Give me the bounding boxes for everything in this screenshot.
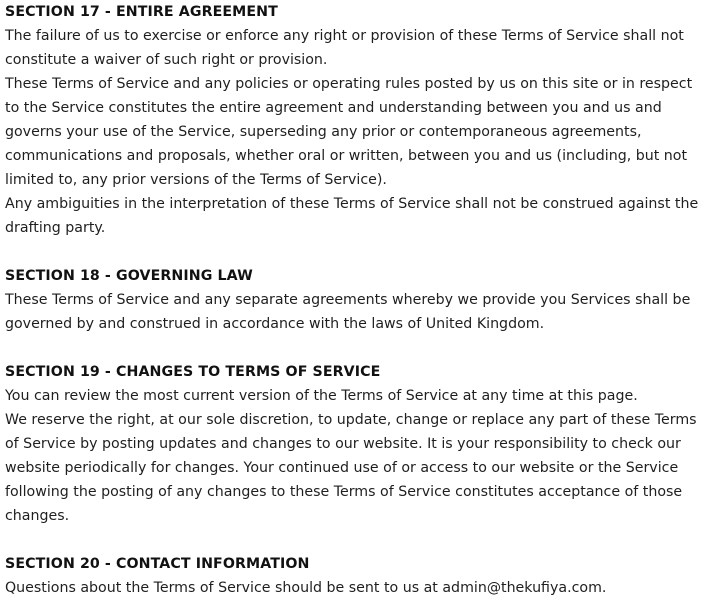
section-heading: SECTION 20 - CONTACT INFORMATION xyxy=(5,556,310,572)
section-paragraph: You can review the most current version of the Terms of Service at any time at this page. xyxy=(5,388,638,404)
section-paragraph: These Terms of Service and any policies or operating rules posted by us on this site or in respect to the Service constitutes the entire agreement and understanding between you and us and governs your use of the Service, superseding any prior or contemporaneous agreements, communications and proposals, whether oral or written, between you and us (including, but not limited to, any prior versions of the Terms of Service). xyxy=(5,76,693,188)
section-paragraph: Questions about the Terms of Service should be sent to us at admin@thekufiya.com. xyxy=(5,580,607,596)
section-entire-agreement xyxy=(5,0,708,240)
section-contact-information xyxy=(5,552,708,600)
section-paragraph: Any ambiguities in the interpretation of these Terms of Service shall not be construed against the drafting party. xyxy=(5,196,699,236)
section-paragraph: The failure of us to exercise or enforce any right or provision of these Terms of Service shall not constitute a waiver of such right or provision. xyxy=(5,28,684,68)
section-heading: SECTION 18 - GOVERNING LAW xyxy=(5,268,253,284)
section-governing-law xyxy=(5,264,708,336)
section-heading: SECTION 17 - ENTIRE AGREEMENT xyxy=(5,4,278,20)
section-heading: SECTION 19 - CHANGES TO TERMS OF SERVICE xyxy=(5,364,381,380)
section-changes-to-terms xyxy=(5,360,708,528)
section-paragraph: These Terms of Service and any separate agreements whereby we provide you Services shall be governed by and construed in accordance with the laws of United Kingdom. xyxy=(5,292,691,332)
section-paragraph: We reserve the right, at our sole discretion, to update, change or replace any part of these Terms of Service by posting updates and changes to our website. It is your responsibility to check our website periodically for changes. Your continued use of or access to our website or the Service following the posting of any changes to these Terms of Service constitutes acceptance of those changes. xyxy=(5,412,697,524)
